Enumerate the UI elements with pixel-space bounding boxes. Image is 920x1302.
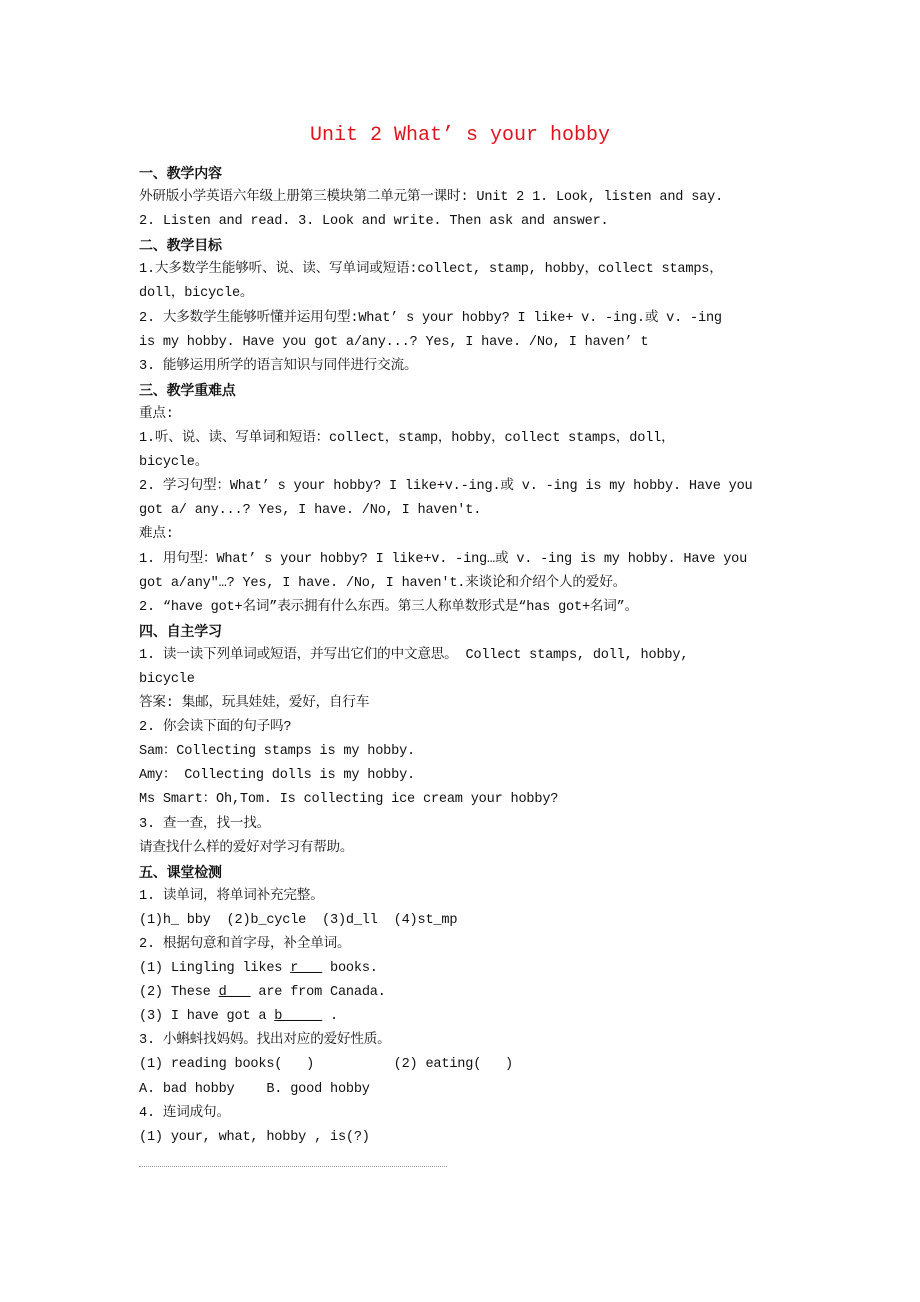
text-line: 外研版小学英语六年级上册第三模块第二单元第一课时: Unit 2 1. Look, listen and say. <box>139 190 724 206</box>
text-line: 2. “have got+名词”表示拥有什么东西。第三人称单数形式是“has got+名词”。 <box>139 599 639 615</box>
question-title: 1. 读单词，将单词补充完整。 <box>139 888 324 904</box>
text-line: Amy： Collecting dolls is my hobby. <box>139 768 415 784</box>
text-line: 3. 能够运用所学的语言知识与同伴进行交流。 <box>139 358 418 374</box>
section-heading-self-study: 四、自主学习 <box>139 623 222 640</box>
text-line: Sam：Collecting stamps is my hobby. <box>139 744 415 760</box>
text-line: is my hobby. Have you got a/any...? Yes, I have. /No, I haven’ t <box>139 334 649 350</box>
difficult-points-label: 难点: <box>139 527 174 543</box>
text-line: 2. 大多数学生能够听懂并运用句型:What’ s your hobby? I like+ v. -ing.或 v. -ing <box>139 310 722 326</box>
text-line: bicycle。 <box>139 455 209 471</box>
text-line: got a/ any...? Yes, I have. /No, I haven't. <box>139 503 482 519</box>
question-title: 4. 连词成句。 <box>139 1105 230 1121</box>
text-line: 答案: 集邮，玩具娃娃，爱好，自行车 <box>139 696 370 712</box>
answer-blank: r___ <box>290 961 323 977</box>
question-items: (1) reading books( ) (2) eating( ) <box>139 1057 514 1073</box>
footer-divider <box>139 1166 447 1167</box>
question-text: (1) Lingling likes <box>139 961 291 977</box>
text-line: bicycle <box>139 671 195 687</box>
document-body <box>139 162 789 1150</box>
answer-blank: b_____ <box>274 1009 323 1025</box>
text-line: 1.大多数学生能够听、说、读、写单词或短语:collect, stamp, hobby，collect stamps， <box>139 262 723 278</box>
question-text: books. <box>322 961 378 977</box>
question-options: A. bad hobby B. good hobby <box>139 1081 370 1097</box>
text-line: got a/any"…? Yes, I have. /No, I haven't.来谈论和介绍个人的爱好。 <box>139 575 626 591</box>
question-text: (2) These <box>139 985 219 1001</box>
text-line: 1. 用句型：What’ s your hobby? I like+v. -ing…或 v. -ing is my hobby. Have you <box>139 551 748 567</box>
question-text: are from Canada. <box>250 985 386 1001</box>
question-items: (1) your, what, hobby , is(?) <box>139 1129 370 1145</box>
question-items: (1)h_ bby (2)b_cycle (3)d_ll (4)st_mp <box>139 912 458 928</box>
document-title: Unit 2 What’ s your hobby <box>309 124 611 147</box>
text-line: 2. Listen and read. 3. Look and write. Then ask and answer. <box>139 214 609 230</box>
section-heading-teaching-goals: 二、教学目标 <box>139 238 222 255</box>
answer-blank: d___ <box>218 985 251 1001</box>
question-title: 3. 小蝌蚪找妈妈。找出对应的爱好性质。 <box>139 1033 391 1049</box>
text-line: 2. 学习句型：What’ s your hobby? I like+v.-ing.或 v. -ing is my hobby. Have you <box>139 479 753 495</box>
text-line: Ms Smart：Oh,Tom. Is collecting ice cream your hobby? <box>139 792 559 808</box>
text-line: 请查找什么样的爱好对学习有帮助。 <box>139 840 354 856</box>
text-line: 3. 查一查，找一找。 <box>139 816 271 832</box>
text-line: 1.听、说、读、写单词和短语：collect，stamp，hobby，collect stamps，doll， <box>139 431 675 447</box>
question-text: . <box>322 1009 338 1025</box>
section-heading-key-difficult-points: 三、教学重难点 <box>139 382 236 399</box>
question-item <box>139 981 789 1005</box>
question-item <box>139 957 789 981</box>
section-heading-class-test: 五、课堂检测 <box>139 864 222 881</box>
section-heading-teaching-content: 一、教学内容 <box>139 166 222 182</box>
text-line: 1. 读一读下列单词或短语，并写出它们的中文意思。 Collect stamps, doll, hobby, <box>139 647 689 663</box>
question-text: (3) I have got a <box>139 1009 275 1025</box>
question-item <box>139 1005 789 1029</box>
key-points-label: 重点: <box>139 406 174 422</box>
text-line: 2. 你会读下面的句子吗? <box>139 720 292 736</box>
text-line: doll，bicycle。 <box>139 286 254 302</box>
question-title: 2. 根据句意和首字母，补全单词。 <box>139 937 351 952</box>
